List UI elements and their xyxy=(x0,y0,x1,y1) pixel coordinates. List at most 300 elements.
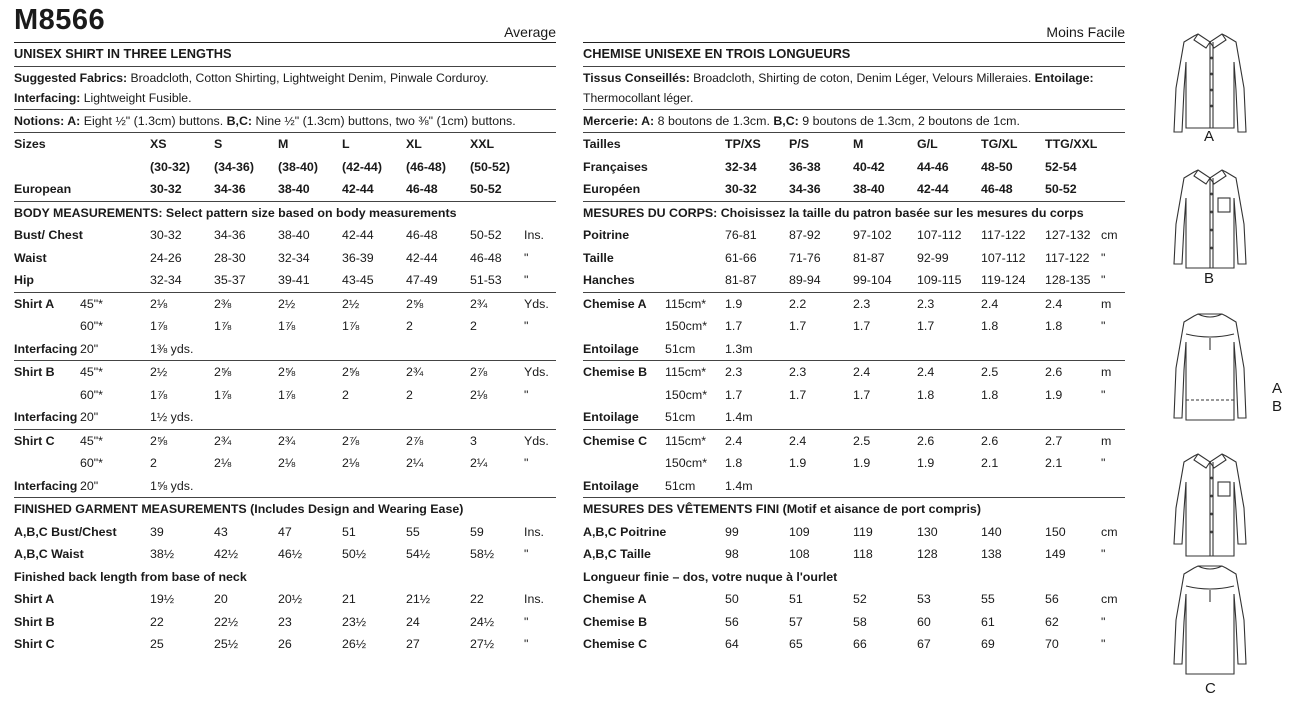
row-label: European xyxy=(14,182,72,196)
value-cell: 2⅛ xyxy=(470,387,488,402)
value-cell: 1.8 xyxy=(725,456,743,470)
value-cell: 42-44 xyxy=(342,228,374,242)
value-cell: 2.4 xyxy=(853,365,871,379)
shirt-view-a-illustration xyxy=(1160,28,1260,138)
value-cell: 46-48 xyxy=(470,250,502,265)
value-cell: 2½ xyxy=(150,365,168,379)
value-cell: 1.7 xyxy=(725,319,743,333)
value-cell: 2.6 xyxy=(917,433,935,448)
value-cell: 22½ xyxy=(214,614,239,629)
unit-cell: m xyxy=(1101,296,1112,311)
value-cell: 50½ xyxy=(342,547,367,561)
unit-cell: Yds. xyxy=(524,296,549,311)
unit-cell: " xyxy=(1101,387,1106,402)
value-cell: 140 xyxy=(981,524,1002,539)
row-label: A,B,C Taille xyxy=(583,547,651,561)
header-bar xyxy=(583,0,1125,43)
row-label: Interfacing xyxy=(14,478,78,493)
value-cell: 2.3 xyxy=(917,296,935,311)
view-label: A xyxy=(1272,380,1283,397)
value-cell: 47-49 xyxy=(406,273,438,287)
size-cell: 30-32 xyxy=(150,182,182,196)
size-cell: 46-48 xyxy=(981,182,1013,196)
size-cell: L xyxy=(342,137,350,151)
value-cell: 51-53 xyxy=(470,273,502,287)
yardage-row xyxy=(14,315,556,338)
notions-bc-text: 9 boutons de 1.3cm, 2 boutons de 1cm. xyxy=(798,113,1020,128)
notions-label: Notions: xyxy=(14,113,65,128)
value-cell: 2 xyxy=(406,319,413,333)
value-cell: 1.3m xyxy=(725,341,753,356)
value-cell: 2⅝ xyxy=(150,433,168,448)
size-cell: 30-32 xyxy=(725,182,757,196)
value-cell: 1.9 xyxy=(789,456,807,470)
value-cell: 2.6 xyxy=(1045,365,1063,379)
row-label: Hanches xyxy=(583,273,635,287)
interfacing-label: Entoilage: xyxy=(1034,70,1094,85)
row-label: Hip xyxy=(14,273,34,287)
value-cell: 42-44 xyxy=(406,250,438,265)
value-cell: 62 xyxy=(1045,614,1059,629)
row-label: A,B,C Bust/Chest xyxy=(14,524,117,539)
size-cell: 38-40 xyxy=(853,182,885,196)
value-cell: 46-48 xyxy=(406,228,438,242)
value-cell: 1⅞ xyxy=(214,319,232,333)
value-cell: 3 xyxy=(470,433,477,448)
value-cell: 119 xyxy=(853,524,873,539)
view-name: Chemise A xyxy=(583,296,647,311)
value-cell: 56 xyxy=(725,614,739,629)
value-cell: 36-39 xyxy=(342,250,374,265)
finished-text: (Motif et aisance de port compris) xyxy=(779,502,981,516)
value-cell: 47 xyxy=(278,524,292,539)
value-cell: 21 xyxy=(342,592,356,606)
notions-bc-label: B,C: xyxy=(773,113,799,128)
finished-label: FINISHED GARMENT MEASUREMENTS xyxy=(14,502,247,516)
unit-cell: Ins. xyxy=(524,592,544,606)
body-row xyxy=(583,224,1125,247)
size-cell: P/S xyxy=(789,137,809,151)
value-cell: 53 xyxy=(917,592,931,606)
finished-row xyxy=(583,543,1125,566)
size-cell: S xyxy=(214,137,223,151)
value-cell: 149 xyxy=(1045,547,1066,561)
width-cell: 115cm* xyxy=(665,365,707,379)
size-cell: (46-48) xyxy=(406,159,446,174)
value-cell: 1⅝ yds. xyxy=(150,478,194,493)
size-cell: M xyxy=(853,137,864,151)
row-label: Chemise B xyxy=(583,614,648,629)
value-cell: 70 xyxy=(1045,637,1059,651)
value-cell: 57 xyxy=(789,614,803,629)
value-cell: 1.4m xyxy=(725,478,753,493)
value-cell: 130 xyxy=(917,524,938,539)
value-cell: 51 xyxy=(342,524,356,539)
value-cell: 109-115 xyxy=(917,273,962,287)
body-row xyxy=(14,247,556,270)
value-cell: 1.7 xyxy=(853,387,871,402)
sizes2-row xyxy=(14,156,556,179)
notions-bc-text: Nine ½" (1.3cm) buttons, two ⅜" (1cm) buttons. xyxy=(252,113,516,128)
difficulty-label: Average xyxy=(504,24,556,40)
yardage-row xyxy=(583,452,1125,475)
value-cell: 2⅛ xyxy=(342,456,360,470)
notions-line xyxy=(14,110,556,134)
view-name: Chemise C xyxy=(583,433,648,448)
row-label: Tailles xyxy=(583,137,621,151)
size-cell: 52-54 xyxy=(1045,159,1077,174)
pattern-code: M8566 xyxy=(14,4,106,36)
value-cell: 119-124 xyxy=(981,273,1026,287)
unit-cell: " xyxy=(524,637,529,651)
back-length-row xyxy=(583,588,1125,611)
row-label: Entoilage xyxy=(583,410,639,424)
yardage-row xyxy=(583,384,1125,407)
interfacing-text: Thermocollant léger. xyxy=(583,90,694,105)
fabrics-label: Suggested Fabrics: xyxy=(14,70,128,85)
english-column xyxy=(14,0,556,656)
value-cell: 1⅞ xyxy=(214,387,232,402)
value-cell: 59 xyxy=(470,524,484,539)
unit-cell: " xyxy=(524,319,529,333)
value-cell: 97-102 xyxy=(853,228,892,242)
yardage-row xyxy=(583,361,1125,384)
row-label: Shirt C xyxy=(14,637,55,651)
value-cell: 2¼ xyxy=(406,456,424,470)
value-cell: 2½ xyxy=(342,296,360,311)
row-label: Européen xyxy=(583,182,641,196)
value-cell: 2½ xyxy=(278,296,296,311)
body-label: BODY MEASUREMENTS: xyxy=(14,205,163,220)
unit-cell: m xyxy=(1101,365,1112,379)
value-cell: 58½ xyxy=(470,547,495,561)
unit-cell: " xyxy=(524,250,529,265)
back-length-row xyxy=(14,611,556,634)
interfacing-row xyxy=(583,338,1125,362)
difficulty-label: Moins Facile xyxy=(1046,24,1125,40)
row-label: Taille xyxy=(583,250,614,265)
back-length-row xyxy=(583,611,1125,634)
value-cell: 89-94 xyxy=(789,273,821,287)
value-cell: 43 xyxy=(214,524,228,539)
fabrics-text: Broadcloth, Shirting de coton, Denim Léger, Velours Milleraies. xyxy=(689,70,1035,85)
value-cell: 69 xyxy=(981,637,995,651)
value-cell: 2.4 xyxy=(1045,296,1063,311)
value-cell: 43-45 xyxy=(342,273,374,287)
value-cell: 128 xyxy=(917,547,938,561)
unit-cell: " xyxy=(524,547,529,561)
header-bar xyxy=(14,0,556,43)
interfacing-row xyxy=(14,338,556,362)
notions-a-label: A: xyxy=(638,113,655,128)
size-cell: 34-36 xyxy=(214,182,246,196)
value-cell: 1.8 xyxy=(981,387,999,402)
value-cell: 24 xyxy=(406,614,420,629)
value-cell: 2.6 xyxy=(981,433,999,448)
value-cell: 23 xyxy=(278,614,292,629)
value-cell: 128-135 xyxy=(1045,273,1091,287)
width-cell: 115cm* xyxy=(665,433,707,448)
unit-cell: cm xyxy=(1101,592,1118,606)
value-cell: 1.9 xyxy=(917,456,935,470)
width-cell: 51cm xyxy=(665,478,696,493)
finished-heading xyxy=(14,498,556,521)
shirt-back-c-illustration xyxy=(1160,560,1260,680)
body-text: Select pattern size based on body measurements xyxy=(162,205,457,220)
value-cell: 150 xyxy=(1045,524,1066,539)
value-cell: 2.3 xyxy=(853,296,871,311)
value-cell: 2 xyxy=(470,319,477,333)
value-cell: 2⅝ xyxy=(406,296,424,311)
finished-row xyxy=(583,521,1125,544)
section-title: UNISEX SHIRT IN THREE LENGTHS xyxy=(14,43,556,67)
value-cell: 2.4 xyxy=(789,433,807,448)
view-name: Shirt C xyxy=(14,433,55,448)
notions-label: Mercerie: xyxy=(583,113,639,128)
interfacing-row xyxy=(14,406,556,430)
size-cell: 42-44 xyxy=(917,182,949,196)
sizes-row xyxy=(583,133,1125,156)
back-length-row xyxy=(14,588,556,611)
value-cell: 26 xyxy=(278,637,292,651)
unit-cell: cm xyxy=(1101,524,1118,539)
value-cell: 109 xyxy=(789,524,810,539)
value-cell: 127-132 xyxy=(1045,228,1091,242)
value-cell: 54½ xyxy=(406,547,431,561)
european-row xyxy=(14,178,556,202)
unit-cell: " xyxy=(1101,547,1106,561)
value-cell: 2⅞ xyxy=(470,365,488,379)
value-cell: 1.7 xyxy=(789,319,807,333)
back-length-heading: Finished back length from base of neck xyxy=(14,569,247,584)
unit-cell: Ins. xyxy=(524,524,544,539)
unit-cell: " xyxy=(524,614,529,629)
size-cell: (34-36) xyxy=(214,159,254,174)
body-measurements-heading xyxy=(14,202,556,225)
value-cell: 2¾ xyxy=(214,433,232,448)
value-cell: 1.9 xyxy=(1045,387,1063,402)
value-cell: 2.5 xyxy=(853,433,871,448)
value-cell: 2⅛ xyxy=(150,296,168,311)
value-cell: 92-99 xyxy=(917,250,949,265)
value-cell: 25½ xyxy=(214,637,239,651)
fabric-info xyxy=(14,67,556,110)
yardage-row xyxy=(14,293,556,316)
interfacing-row xyxy=(14,475,556,499)
value-cell: 2.1 xyxy=(1045,456,1063,470)
value-cell: 76-81 xyxy=(725,228,757,242)
finished-heading xyxy=(583,498,1125,521)
value-cell: 1.7 xyxy=(917,319,935,333)
unit-cell: m xyxy=(1101,433,1112,448)
finished-label: MESURES DES VÊTEMENTS FINI xyxy=(583,502,780,516)
size-cell: 50-52 xyxy=(1045,182,1077,196)
row-label: Bust/ Chest xyxy=(14,228,83,242)
value-cell: 51 xyxy=(789,592,803,606)
finished-row xyxy=(14,543,556,566)
value-cell: 64 xyxy=(725,637,739,651)
notions-a-text: Eight ½" (1.3cm) buttons. xyxy=(80,113,224,128)
value-cell: 66 xyxy=(853,637,867,651)
value-cell: 27 xyxy=(406,637,420,651)
size-cell: 42-44 xyxy=(342,182,374,196)
row-label: Poitrine xyxy=(583,228,630,242)
value-cell: 1⅞ xyxy=(278,387,296,402)
body-row xyxy=(14,269,556,293)
view-label: A xyxy=(1204,128,1215,145)
value-cell: 30-32 xyxy=(150,228,182,242)
yardage-row xyxy=(583,315,1125,338)
sizes2-row xyxy=(583,156,1125,179)
view-label: C xyxy=(1205,680,1216,697)
value-cell: 21½ xyxy=(406,592,431,606)
width-cell: 150cm* xyxy=(665,456,708,470)
row-label: Waist xyxy=(14,250,47,265)
interfacing-row xyxy=(583,475,1125,499)
value-cell: 24-26 xyxy=(150,250,182,265)
value-cell: 26½ xyxy=(342,637,367,651)
size-cell: 48-50 xyxy=(981,159,1013,174)
value-cell: 2¾ xyxy=(406,365,424,379)
value-cell: 2¼ xyxy=(470,456,488,470)
yardage-row xyxy=(583,430,1125,453)
row-label: Interfacing xyxy=(14,341,78,356)
finished-row xyxy=(14,521,556,544)
width-cell: 150cm* xyxy=(665,319,708,333)
value-cell: 99-104 xyxy=(853,273,892,287)
row-label: Françaises xyxy=(583,159,648,174)
interfacing-row xyxy=(583,406,1125,430)
unit-cell: " xyxy=(524,387,529,402)
value-cell: 22 xyxy=(150,614,164,629)
size-cell: XS xyxy=(150,137,167,151)
notions-line xyxy=(583,110,1125,134)
value-cell: 38-40 xyxy=(278,228,310,242)
row-label: Sizes xyxy=(14,137,46,151)
row-label: Entoilage xyxy=(583,478,639,493)
value-cell: 108 xyxy=(789,547,810,561)
value-cell: 50-52 xyxy=(470,228,502,242)
european-row xyxy=(583,178,1125,202)
size-cell: TTG/XXL xyxy=(1045,137,1098,151)
value-cell: 1.8 xyxy=(917,387,935,402)
value-cell: 2.2 xyxy=(789,296,807,311)
value-cell: 2.3 xyxy=(789,365,807,379)
width-cell: 115cm* xyxy=(665,296,707,311)
value-cell: 87-92 xyxy=(789,228,821,242)
width-cell: 45"* xyxy=(80,433,104,448)
view-label: B xyxy=(1204,270,1215,287)
value-cell: 2.4 xyxy=(981,296,999,311)
value-cell: 98 xyxy=(725,547,739,561)
value-cell: 2¾ xyxy=(470,296,488,311)
section-title: CHEMISE UNISEXE EN TROIS LONGUEURS xyxy=(583,43,1125,67)
body-measurements-heading xyxy=(583,202,1125,225)
value-cell: 2.4 xyxy=(917,365,935,379)
value-cell: 2⅞ xyxy=(342,433,360,448)
width-cell: 20" xyxy=(80,410,99,424)
notions-bc-label: B,C: xyxy=(223,113,253,128)
value-cell: 2¾ xyxy=(278,433,296,448)
value-cell: 2.3 xyxy=(725,365,743,379)
width-cell: 51cm xyxy=(665,410,696,424)
value-cell: 71-76 xyxy=(789,250,821,265)
value-cell: 2.1 xyxy=(981,456,999,470)
view-name: Shirt A xyxy=(14,296,55,311)
value-cell: 2 xyxy=(150,456,157,470)
width-cell: 60"* xyxy=(80,319,104,333)
value-cell: 2⅛ xyxy=(214,456,232,470)
body-row xyxy=(14,224,556,247)
unit-cell: cm xyxy=(1101,228,1118,242)
view-label: B xyxy=(1272,398,1283,415)
size-cell: TP/XS xyxy=(725,137,761,151)
interfacing-label: Interfacing: xyxy=(14,90,81,105)
value-cell: 39 xyxy=(150,524,164,539)
size-cell: 46-48 xyxy=(406,182,438,196)
value-cell: 1⅞ xyxy=(278,319,296,333)
fabrics-text: Broadcloth, Cotton Shirting, Lightweight Denim, Pinwale Corduroy. xyxy=(127,70,489,85)
value-cell: 2⅜ xyxy=(214,296,232,311)
value-cell: 20 xyxy=(214,592,228,606)
value-cell: 61-66 xyxy=(725,250,757,265)
row-label: Interfacing xyxy=(14,410,78,424)
shirt-view-c-illustration xyxy=(1160,448,1260,558)
unit-cell: " xyxy=(524,273,529,287)
row-label: Entoilage xyxy=(583,341,639,356)
shirt-back-ab-illustration xyxy=(1160,308,1260,428)
value-cell: 2⅝ xyxy=(214,365,232,379)
value-cell: 1½ yds. xyxy=(150,410,194,424)
value-cell: 32-34 xyxy=(150,273,182,287)
size-cell: TG/XL xyxy=(981,137,1018,151)
value-cell: 107-112 xyxy=(981,250,1026,265)
body-text: Choisissez la taille du patron basée sur les mesures du corps xyxy=(717,205,1084,220)
value-cell: 1⅞ xyxy=(150,387,168,402)
yardage-row xyxy=(583,293,1125,316)
value-cell: 52 xyxy=(853,592,867,606)
notions-a-label: A: xyxy=(64,113,81,128)
unit-cell: " xyxy=(1101,319,1106,333)
size-cell: (30-32) xyxy=(150,159,190,174)
size-cell: 32-34 xyxy=(725,159,757,174)
size-cell: 38-40 xyxy=(278,182,310,196)
size-cell: (42-44) xyxy=(342,159,382,174)
width-cell: 150cm* xyxy=(665,387,708,402)
value-cell: 46½ xyxy=(278,547,303,561)
value-cell: 2.4 xyxy=(725,433,743,448)
width-cell: 51cm xyxy=(665,341,696,356)
value-cell: 19½ xyxy=(150,592,175,606)
value-cell: 20½ xyxy=(278,592,303,606)
value-cell: 117-122 xyxy=(1045,250,1090,265)
unit-cell: " xyxy=(1101,273,1106,287)
width-cell: 45"* xyxy=(80,296,104,311)
back-length-row xyxy=(14,633,556,656)
row-label: Shirt A xyxy=(14,592,55,606)
value-cell: 32-34 xyxy=(278,250,310,265)
value-cell: 61 xyxy=(981,614,995,629)
interfacing-text: Lightweight Fusible. xyxy=(80,90,192,105)
size-cell: 36-38 xyxy=(789,159,821,174)
yardage-row xyxy=(14,452,556,475)
value-cell: 2⅝ xyxy=(342,365,360,379)
row-label: Chemise A xyxy=(583,592,647,606)
width-cell: 60"* xyxy=(80,387,104,402)
unit-cell: " xyxy=(1101,637,1106,651)
value-cell: 99 xyxy=(725,524,739,539)
size-cell: 40-42 xyxy=(853,159,885,174)
